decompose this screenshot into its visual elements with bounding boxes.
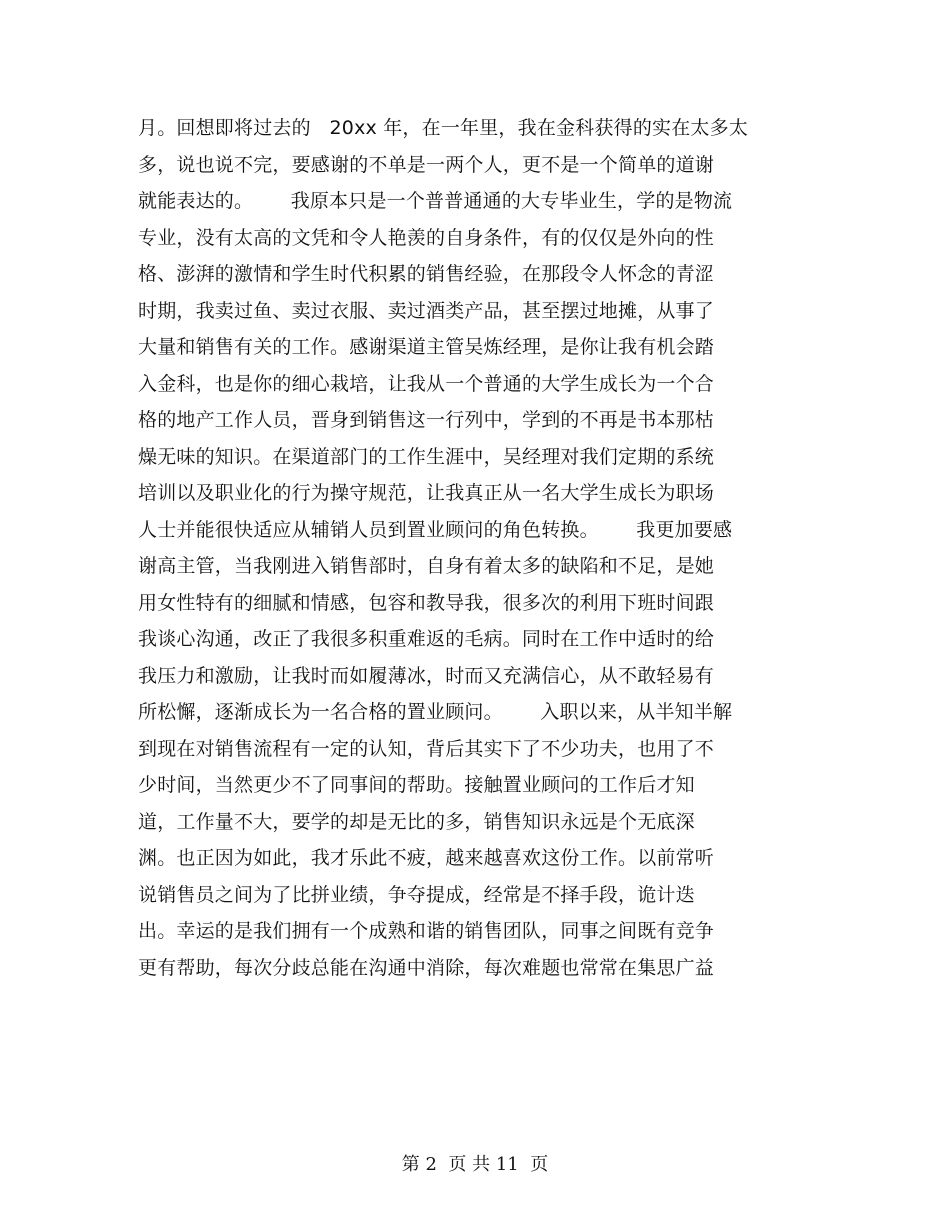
text-line: 专业，没有太高的文凭和令人艳羡的自身条件，有的仅仅是外向的性 xyxy=(138,226,715,249)
text-line: 人士并能很快适应从辅销人员到置业顾问的角色转换。 我更加要感 xyxy=(138,518,733,541)
text-line: 月。回想即将过去的 20xx 年，在一年里，我在金科获得的实在太多太 xyxy=(138,117,749,139)
text-line: 谢高主管，当我刚进入销售部时，自身有着太多的缺陷和不足，是她 xyxy=(138,555,715,577)
text-line: 说销售员之间为了比拼业绩，争夺提成，经常是不择手段，诡计迭 xyxy=(138,883,695,906)
body-text xyxy=(138,110,818,986)
text-line: 更有帮助，每次分歧总能在沟通中消除，每次难题也常常在集思广益 xyxy=(138,956,715,979)
text-line: 少时间，当然更少不了同事间的帮助。接触置业顾问的工作后才知 xyxy=(138,774,695,796)
text-line: 用女性特有的细腻和情感，包容和教导我，很多次的利用下班时间跟 xyxy=(138,591,715,614)
text-line: 多，说也说不完，要感谢的不单是一两个人，更不是一个简单的道谢 xyxy=(138,153,715,176)
text-line: 格、澎湃的激情和学生时代积累的销售经验，在那段令人怀念的青涩 xyxy=(138,263,715,285)
text-line: 道，工作量不大，要学的却是无比的多，销售知识永远是个无底深 xyxy=(138,810,695,833)
text-line: 出。幸运的是我们拥有一个成熟和谐的销售团队，同事之间既有竞争 xyxy=(138,920,715,942)
text-line: 所松懈，逐渐成长为一名合格的置业顾问。 入职以来，从半知半解 xyxy=(138,701,733,723)
text-line: 大量和销售有关的工作。感谢渠道主管吴炼经理，是你让我有机会踏 xyxy=(138,336,715,358)
text-line: 我谈心沟通，改正了我很多积重难返的毛病。同时在工作中适时的给 xyxy=(138,628,715,650)
text-line: 培训以及职业化的行为操守规范，让我真正从一名大学生成长为职场 xyxy=(138,482,715,504)
text-line: 就能表达的。 我原本只是一个普普通通的大专毕业生，学的是物流 xyxy=(138,190,733,212)
text-line: 格的地产工作人员，晋身到销售这一行列中，学到的不再是书本那枯 xyxy=(138,409,715,431)
text-line: 入金科，也是你的细心栽培，让我从一个普通的大学生成长为一个合 xyxy=(138,372,715,395)
text-line: 燥无味的知识。在渠道部门的工作生涯中，吴经理对我们定期的系统 xyxy=(138,445,715,468)
text-line: 时期，我卖过鱼、卖过衣服、卖过酒类产品，甚至摆过地摊，从事了 xyxy=(138,299,715,322)
page-number-footer: 第 2 页 共 11 页 xyxy=(401,1154,549,1175)
text-line: 到现在对销售流程有一定的认知，背后其实下了不少功夫，也用了不 xyxy=(138,737,715,760)
text-line: 我压力和激励，让我时而如履薄冰，时而又充满信心，从不敢轻易有 xyxy=(138,664,715,687)
text-line: 渊。也正因为如此，我才乐此不疲，越来越喜欢这份工作。以前常听 xyxy=(138,847,715,869)
